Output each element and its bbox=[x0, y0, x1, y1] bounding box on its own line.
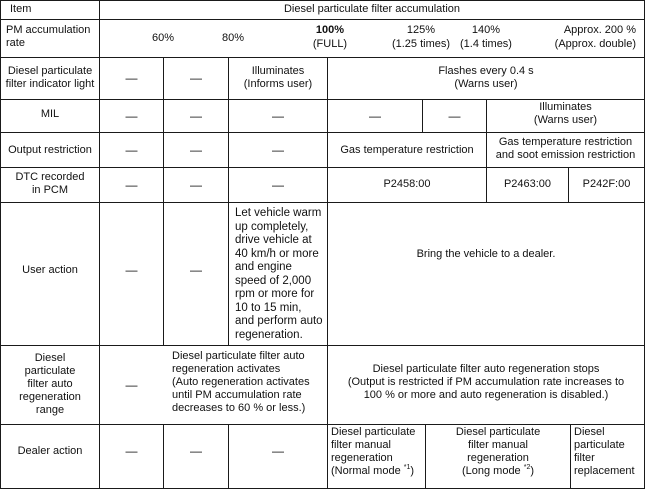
mil-cell-200: Illuminates (Warns user) bbox=[533, 101, 598, 126]
dtc-cell-p242f: P242F:00 bbox=[582, 178, 631, 190]
footnote-1-marker: *1 bbox=[403, 464, 411, 471]
user-action-cell-80: — bbox=[190, 263, 202, 277]
pm-rate-100-sub: (FULL) bbox=[312, 38, 348, 50]
dealer-action-label: Dealer action bbox=[17, 445, 83, 457]
dealer-cell-normal-mode: Diesel particulate filter manual regeneration (Normal mode $^{*1}$) bbox=[331, 426, 416, 477]
indicator-cell-100: Illuminates (Informs user) bbox=[243, 65, 313, 90]
dealer-cell-80: — bbox=[190, 444, 202, 458]
pm-rate-200: Approx. 200 % bbox=[563, 24, 636, 36]
dealer-cell-100: — bbox=[272, 444, 284, 458]
mil-cell-140: — bbox=[448, 109, 461, 123]
dtc-label: DTC recorded in PCM bbox=[15, 171, 85, 196]
header-item-label: Item bbox=[10, 3, 32, 15]
pm-rate-125: 125% bbox=[406, 24, 436, 36]
user-action-label: User action bbox=[22, 264, 78, 276]
pm-rate-80: 80% bbox=[221, 32, 245, 44]
footnote-2-marker: *2 bbox=[523, 464, 531, 471]
dtc-cell-p2458: P2458:00 bbox=[383, 178, 431, 190]
mil-cell-80: — bbox=[190, 109, 202, 123]
pm-rate-125-sub: (1.25 times) bbox=[391, 38, 451, 50]
mil-cell-100: — bbox=[272, 109, 284, 123]
auto-regen-cell-stops: Diesel particulate filter auto regeneration stops (Output is restricted if PM accumulation rate increases to 100 % or more and auto regeneration is disabled.) bbox=[347, 363, 625, 401]
mil-label: MIL bbox=[40, 108, 60, 120]
output-cell-gas-temp: Gas temperature restriction bbox=[340, 144, 474, 156]
dtc-cell-80: — bbox=[190, 178, 202, 192]
user-action-cell-100: Let vehicle warm up completely, drive vehicle at 40 km/h or more and engine speed of 2,000 rpm or more for 10 to 15 min, and perform auto regeneration. bbox=[235, 207, 323, 341]
indicator-cell-over-100: Flashes every 0.4 s (Warns user) bbox=[438, 65, 534, 90]
output-cell-100: — bbox=[272, 143, 284, 157]
pm-rate-label: PM accumulation rate bbox=[6, 24, 91, 49]
indicator-cell-80: — bbox=[190, 71, 202, 85]
pm-rate-100: 100% bbox=[315, 24, 345, 36]
pm-rate-200-sub: (Approx. double) bbox=[554, 38, 636, 50]
dealer-cell-60: — bbox=[125, 444, 138, 458]
header-title: Diesel particulate filter accumulation bbox=[283, 3, 461, 15]
dealer-cell-long-mode: Diesel particulate filter manual regeneration (Long mode $^{*2}$) bbox=[455, 426, 541, 477]
user-action-cell-60: — bbox=[125, 263, 138, 277]
indicator-cell-60: — bbox=[125, 71, 138, 85]
output-label: Output restriction bbox=[8, 144, 92, 156]
mil-cell-125: — bbox=[369, 109, 381, 123]
auto-regen-cell-below-60: — bbox=[125, 378, 138, 392]
indicator-label: Diesel particulate filter indicator light bbox=[5, 65, 95, 90]
pm-rate-140: 140% bbox=[471, 24, 501, 36]
dtc-cell-100: — bbox=[272, 178, 284, 192]
user-action-cell-dealer: Bring the vehicle to a dealer. bbox=[416, 248, 556, 260]
dtc-cell-p2463: P2463:00 bbox=[503, 178, 552, 190]
auto-regen-label: Diesel particulate filter auto regeneration range bbox=[19, 352, 81, 416]
mil-cell-60: — bbox=[125, 109, 138, 123]
output-cell-60: — bbox=[125, 143, 138, 157]
output-cell-80: — bbox=[190, 143, 202, 157]
output-cell-gas-soot: Gas temperature restriction and soot emission restriction bbox=[495, 136, 636, 161]
dtc-cell-60: — bbox=[125, 178, 138, 192]
pm-rate-140-sub: (1.4 times) bbox=[460, 38, 512, 50]
auto-regen-cell-activates: Diesel particulate filter auto regeneration activates (Auto regeneration activates until PM accumulation rate decreases to 60 % or less.) bbox=[172, 350, 310, 414]
pm-rate-60: 60% bbox=[151, 32, 175, 44]
dealer-cell-replacement: Diesel particulate filter replacement bbox=[574, 426, 635, 477]
